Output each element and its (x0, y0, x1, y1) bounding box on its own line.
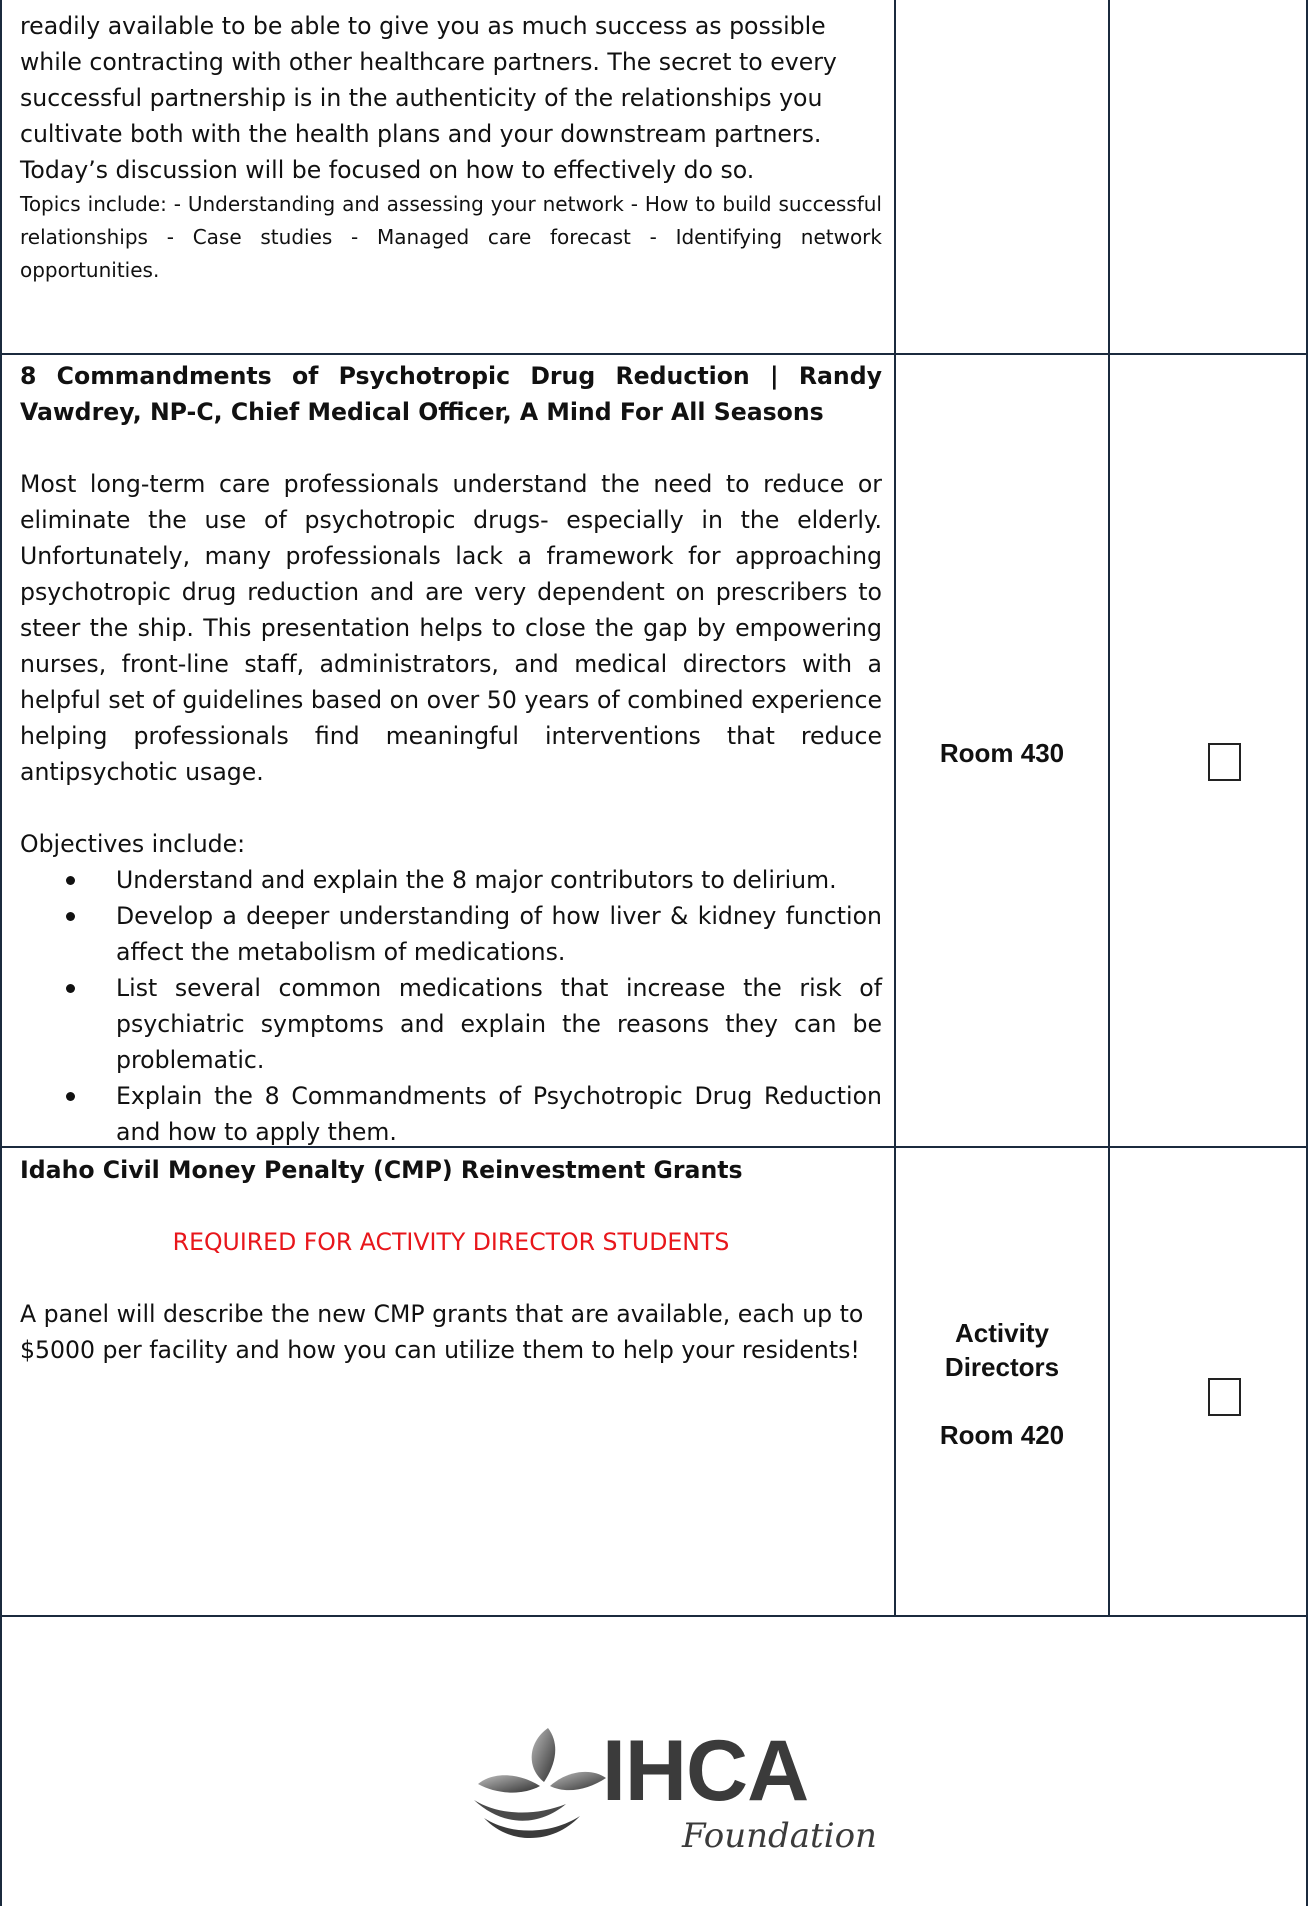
list-item: Explain the 8 Commandments of Psychotropic Drug Reduction and how to apply them. (116, 1078, 882, 1150)
description-line: Today’s discussion will be focused on how to effectively do so. (20, 156, 755, 184)
session-description-continued (20, 8, 882, 287)
session-topics: Topics include: - Understanding and assessing your network - How to build successful relationships - Case studies - Managed care forecast - Identifying network opportunities. (20, 192, 882, 282)
leaf-hands-icon (470, 1720, 610, 1850)
session-description: Most long-term care professionals understand the need to reduce or eliminate the use of psychotropic drugs- especially in the elderly. Unfortunately, many professionals lack a framework for approaching psychotropic drug reduction and are very dependent on prescribers to steer the ship. This presentation helps to close the gap by empowering nurses, front-line staff, administrators, and medical directors with a helpful set of guidelines based on over 50 years of combined experience helping professionals find meaningful interventions that reduce antipsychotic usage. (20, 470, 882, 786)
session-room: Room 420 (939, 1420, 1065, 1450)
session-cmp-grants (20, 1152, 882, 1368)
list-item: Understand and explain the 8 major contributors to delirium. (116, 862, 882, 898)
description-line: while contracting with other healthcare partners. The secret to every (20, 48, 837, 76)
ihca-foundation-logo (470, 1720, 877, 1870)
objectives-label: Objectives include: (20, 830, 246, 858)
description-line: successful partnership is in the authenticity of the relationships you (20, 84, 823, 112)
session-room: Room 430 (939, 738, 1065, 768)
objectives-list (20, 862, 882, 1150)
session-title: 8 Commandments of Psychotropic Drug Reduction | Randy Vawdrey, NP-C, Chief Medical Officer, A Mind For All Seasons (20, 362, 882, 426)
select-session-checkbox[interactable] (1208, 1378, 1241, 1416)
description-line: cultivate both with the health plans and your downstream partners. (20, 120, 822, 148)
logo-subtitle: Foundation (682, 1816, 877, 1856)
session-audience (896, 1316, 1108, 1384)
list-item: List several common medications that increase the risk of psychiatric symptoms and explain the reasons they can be problematic. (116, 970, 882, 1078)
select-session-checkbox[interactable] (1208, 743, 1241, 781)
requirement-notice: REQUIRED FOR ACTIVITY DIRECTOR STUDENTS (172, 1228, 730, 1256)
session-description: A panel will describe the new CMP grants that are available, each up to $5000 per facility and how you can utilize them to help your residents! (20, 1300, 864, 1364)
list-item: Develop a deeper understanding of how liver & kidney function affect the metabolism of medications. (116, 898, 882, 970)
description-line: readily available to be able to give you as much success as possible (20, 12, 826, 40)
row-divider (0, 1615, 1308, 1617)
session-psychotropic (20, 358, 882, 1150)
table-border-left (0, 0, 2, 1906)
session-title: Idaho Civil Money Penalty (CMP) Reinvestment Grants (20, 1156, 743, 1184)
row-divider (0, 353, 1308, 355)
logo-wordmark: IHCA (602, 1723, 809, 1819)
column-divider-location (1108, 0, 1110, 1616)
audience-label: Activity Directors (944, 1318, 1060, 1382)
